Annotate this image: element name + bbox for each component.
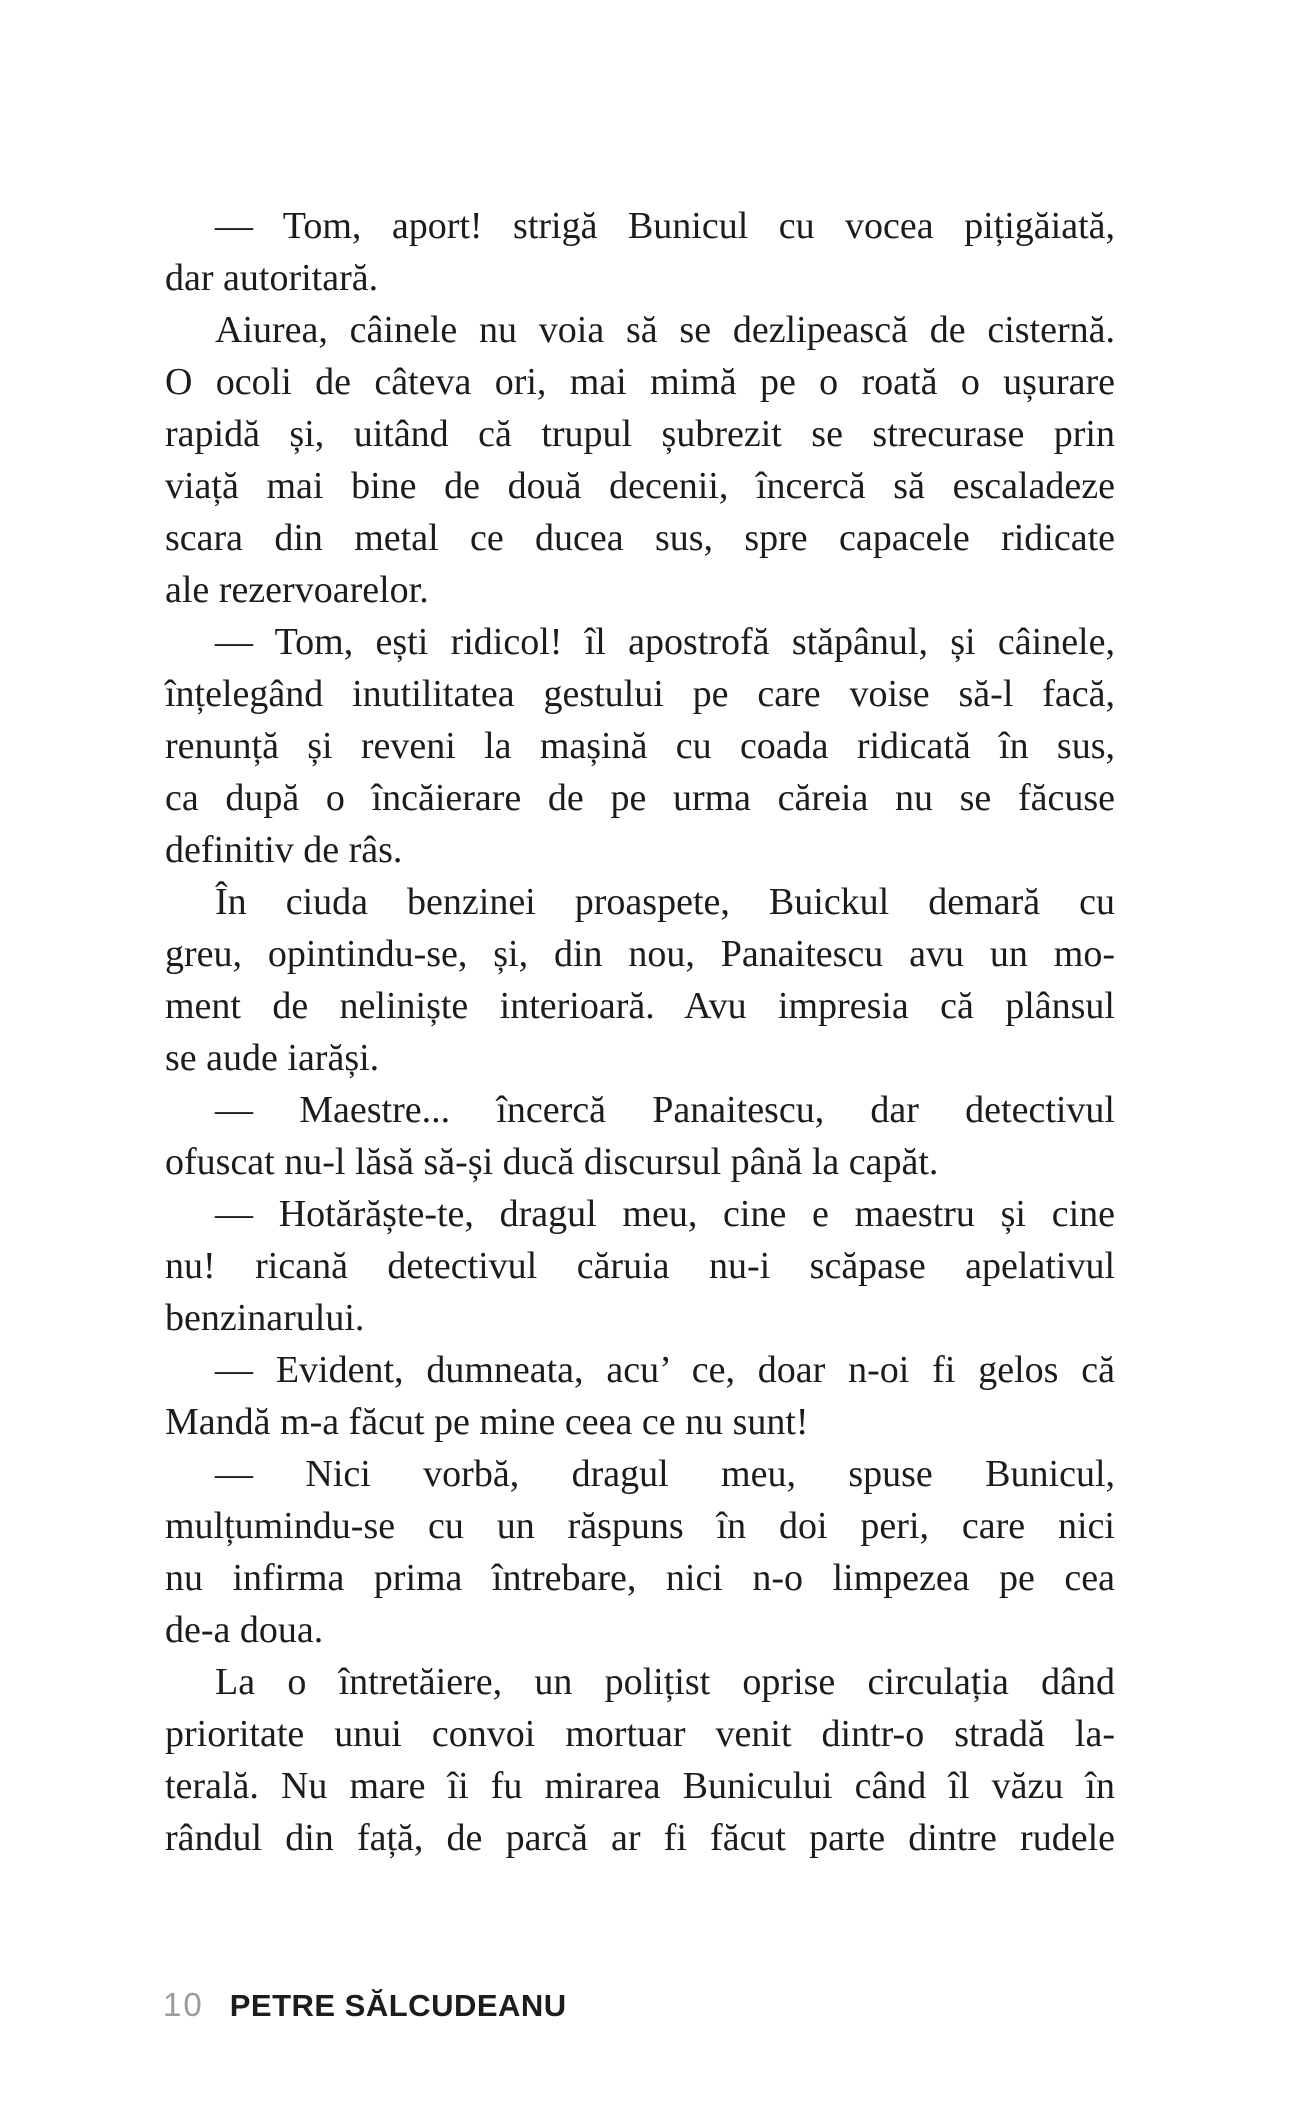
page-number: 10 bbox=[163, 1986, 204, 2023]
text-line: Mandă m-a făcut pe mine ceea ce nu sunt! bbox=[165, 1401, 809, 1443]
paragraph bbox=[165, 1084, 1115, 1188]
text-line: dar autoritară. bbox=[165, 257, 379, 299]
text-line: nu! ricană detectivul căruia nu-i scăpase apelativul bbox=[165, 1245, 1115, 1287]
text-line: — Nici vorbă, dragul meu, spuse Bunicul, bbox=[215, 1453, 1115, 1495]
text-line: — Hotărăște-te, dragul meu, cine e maestru și cine bbox=[215, 1193, 1115, 1235]
paragraph bbox=[165, 876, 1115, 1084]
text-line: prioritate unui convoi mortuar venit dintr-o stradă la- bbox=[165, 1713, 1115, 1755]
text-line: ca după o încăierare de pe urma căreia nu se făcuse bbox=[165, 777, 1115, 819]
text-line: greu, opintindu-se, și, din nou, Panaitescu avu un mo- bbox=[165, 933, 1115, 975]
text-line: definitiv de râs. bbox=[165, 829, 403, 871]
paragraph bbox=[165, 1188, 1115, 1344]
text-line: — Evident, dumneata, acu’ ce, doar n-oi fi gelos că bbox=[215, 1349, 1115, 1391]
text-line: ale rezervoarelor. bbox=[165, 569, 429, 611]
footer-author-name: PETRE SĂLCUDEANU bbox=[229, 1988, 567, 2023]
text-line: Aiurea, câinele nu voia să se dezlipească de cisternă. bbox=[215, 309, 1115, 351]
text-line: ment de neliniște interioară. Avu impresia că plânsul bbox=[165, 985, 1115, 1027]
running-footer bbox=[163, 1986, 567, 2024]
text-line: de-a doua. bbox=[165, 1609, 324, 1651]
text-line: înțelegând inutilitatea gestului pe care voise să-l facă, bbox=[165, 673, 1115, 715]
paragraph bbox=[165, 304, 1115, 616]
text-line: — Maestre... încercă Panaitescu, dar detectivul bbox=[215, 1089, 1115, 1131]
text-line: renunță și reveni la mașină cu coada ridicată în sus, bbox=[165, 725, 1115, 767]
paragraph bbox=[165, 1448, 1115, 1656]
text-line: benzinarului. bbox=[165, 1297, 365, 1339]
paragraph bbox=[165, 1656, 1115, 1864]
text-line: La o întretăiere, un polițist oprise circulația dând bbox=[215, 1661, 1115, 1703]
text-line: mulțumindu-se cu un răspuns în doi peri, care nici bbox=[165, 1505, 1115, 1547]
text-line: — Tom, ești ridicol! îl apostrofă stăpânul, și câinele, bbox=[215, 621, 1115, 663]
text-line: — Tom, aport! strigă Bunicul cu vocea pițigăiată, bbox=[215, 205, 1115, 247]
text-line: rândul din față, de parcă ar fi făcut parte dintre rudele bbox=[165, 1817, 1115, 1859]
text-line: scara din metal ce ducea sus, spre capacele ridicate bbox=[165, 517, 1115, 559]
text-line: nu infirma prima întrebare, nici n-o limpezea pe cea bbox=[165, 1557, 1115, 1599]
text-line: O ocoli de câteva ori, mai mimă pe o roată o ușurare bbox=[165, 361, 1115, 403]
text-line: viață mai bine de două decenii, încercă să escaladeze bbox=[165, 465, 1115, 507]
text-line: rapidă și, uitând că trupul șubrezit se strecurase prin bbox=[165, 413, 1115, 455]
text-line: se aude iarăși. bbox=[165, 1037, 380, 1079]
text-line: terală. Nu mare îi fu mirarea Bunicului când îl văzu în bbox=[165, 1765, 1115, 1807]
paragraph bbox=[165, 1344, 1115, 1448]
text-line: În ciuda benzinei proaspete, Buickul demară cu bbox=[215, 881, 1115, 923]
paragraph bbox=[165, 616, 1115, 876]
text-line: ofuscat nu-l lăsă să-și ducă discursul până la capăt. bbox=[165, 1141, 939, 1183]
paragraph bbox=[165, 200, 1115, 304]
text-block bbox=[165, 200, 1115, 1864]
